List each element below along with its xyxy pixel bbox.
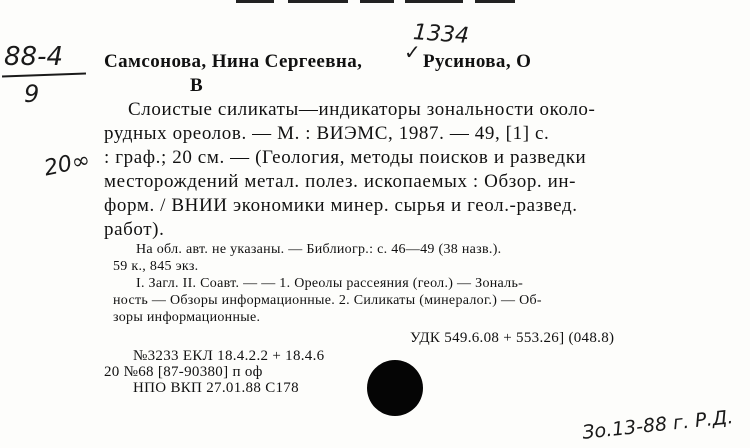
note-line-5: зоры информационные.	[113, 310, 261, 325]
shelfmark-underline	[2, 73, 86, 78]
footer-line-3: НПО ВКП 27.01.88 С178	[133, 380, 299, 396]
description-line-1: Слоистые силикаты—индикаторы зональности около-	[128, 99, 596, 120]
footer-line-1: №3233 ЕКЛ 18.4.2.2 + 18.4.6	[133, 348, 325, 364]
top-edge-lines	[0, 0, 750, 6]
shelfmark-top: 88-4	[4, 42, 64, 72]
description-line-4: месторождений метал. полез. ископаемых : Обзор. ин-	[104, 171, 577, 192]
note-line-1: На обл. авт. не указаны. — Библиогр.: с. 46—49 (38 назв.).	[136, 242, 502, 257]
coauthor-line: Русинова, О	[423, 51, 532, 72]
ink-blot	[367, 360, 423, 416]
description-line-6: работ).	[104, 219, 165, 240]
note-line-3: I. Загл. II. Соавт. — — 1. Ореолы рассеяния (геол.) — Зональ-	[136, 276, 524, 291]
description-line-3: : граф.; 20 см. — (Геология, методы поисков и разведки	[104, 147, 587, 168]
note-line-4: ность — Обзоры информационные. 2. Силикаты (минералог.) — Об-	[113, 293, 542, 308]
shelfmark-bottom: 9	[24, 80, 40, 108]
handwritten-number: 1334	[412, 20, 470, 49]
author-line: Самсонова, Нина Сергеевна,	[104, 51, 363, 72]
footer-line-2: 20 №68 [87-90380] п оф	[104, 364, 263, 380]
insert-mark: ✓	[404, 40, 421, 64]
note-line-2: 59 к., 845 экз.	[113, 259, 199, 274]
initial-line: В	[190, 75, 204, 96]
bottom-signature: Зо.13-88 г. Р.Д.	[581, 406, 735, 444]
description-line-5: форм. / ВНИИ экономики минер. сырья и геол.-развед.	[104, 195, 578, 216]
udk-code: УДК 549.6.08 + 553.26] (048.8)	[410, 330, 615, 346]
description-line-2: рудных ореолов. — М. : ВИЭМС, 1987. — 49, [1] с.	[104, 123, 550, 144]
margin-note: 20∞	[41, 147, 93, 182]
